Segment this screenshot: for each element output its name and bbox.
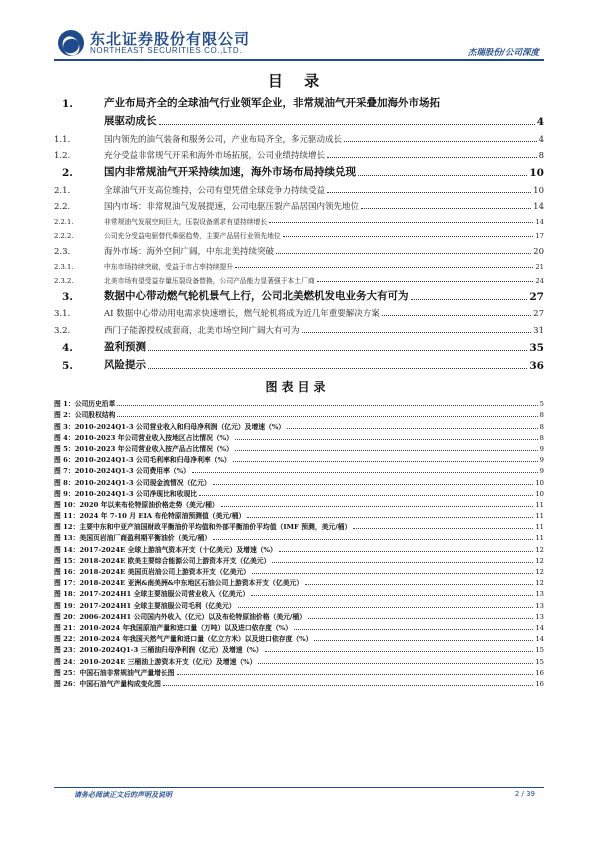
toc-entry[interactable] — [54, 285, 544, 303]
toc-leader-dots — [361, 208, 531, 209]
figure-leader-dots — [235, 439, 538, 440]
figure-leader-dots — [247, 517, 533, 518]
figure-entry-page: 12 — [535, 556, 544, 565]
figure-leader-dots — [213, 539, 533, 540]
figure-list-title: 图表目录 — [265, 380, 330, 394]
figure-entry[interactable] — [54, 598, 544, 609]
figure-entry-page: 11 — [535, 512, 544, 521]
figure-entry-label: 图 18：2017-2024H1 全球主要油服公司营业收入（亿美元） — [54, 590, 250, 599]
figure-entry[interactable] — [54, 677, 544, 688]
figure-entry-page: 13 — [535, 590, 544, 599]
toc-entry-page: 31 — [533, 325, 544, 336]
figure-entry-label: 图 9：2010-2024Q1-3 公司净现比和收现比 — [54, 489, 198, 498]
company-name-en: NORTHEAST SECURITIES CO.,LTD. — [90, 46, 243, 55]
toc-entry-number: 2.3. — [54, 246, 71, 257]
figure-entry[interactable] — [54, 453, 544, 464]
toc-entry-number: 2.3.1. — [54, 262, 74, 271]
toc-entry-page: 4 — [536, 116, 544, 128]
toc-entry-text: 风险提示 — [104, 358, 146, 371]
table-of-contents — [54, 92, 544, 372]
toc-entry[interactable] — [54, 336, 544, 354]
figure-entry-page: 16 — [535, 668, 544, 677]
toc-entry-text: 充分受益非常规气开采和海外市场拓展，公司业绩持续增长 — [104, 151, 326, 161]
toc-entry-number: 4. — [62, 341, 73, 354]
figure-entry[interactable] — [54, 487, 544, 498]
figure-entry-page: 9 — [539, 467, 544, 476]
toc-entry[interactable] — [54, 271, 544, 285]
figure-leader-dots — [314, 640, 533, 641]
figure-entry[interactable] — [54, 576, 544, 587]
figure-entry-page: 13 — [535, 612, 544, 621]
figure-entry-page: 5 — [539, 400, 544, 409]
figure-entry-page: 16 — [535, 679, 544, 688]
figure-leader-dots — [238, 607, 534, 608]
figure-entry-label: 图 7：2010-2024Q1-3 公司费用率（%） — [54, 467, 190, 476]
toc-entry-number: 2.3.2. — [54, 276, 74, 285]
toc-entry-page: 27 — [529, 290, 544, 303]
toc-entry-page: 20 — [533, 246, 544, 257]
toc-leader-dots — [159, 124, 535, 125]
figure-entry[interactable] — [54, 621, 544, 632]
figure-leader-dots — [308, 618, 533, 619]
toc-entry-number: 5. — [62, 359, 73, 372]
figure-entry-page: 15 — [535, 657, 544, 666]
figure-entry-label: 图 25：中国石油非常规油气产量增长图 — [54, 668, 175, 677]
figure-leader-dots — [213, 484, 534, 485]
report-category: 杰瑞股份/公司深度 — [467, 48, 539, 58]
figure-leader-dots — [221, 506, 534, 507]
toc-entry-number: 2. — [62, 167, 73, 179]
toc-entry[interactable] — [54, 161, 544, 179]
toc-leader-dots — [382, 315, 531, 316]
toc-entry-page: 21 — [535, 262, 544, 271]
toc-entry-number: 1. — [62, 98, 73, 110]
toc-entry-text: 展驱动成长 — [104, 115, 157, 127]
toc-entry-text: 国内领先的油气装备和服务公司，产业布局齐全，多元驱动成长 — [104, 134, 343, 145]
figure-leader-dots — [265, 651, 534, 652]
figure-entry-label: 图 24：2010-2024E 三桶油上游资本开支（亿元）及增速（%） — [54, 657, 257, 666]
figure-entry-label: 图 23：2010-2024Q1-3 三桶油归母净利润（亿元）及增速（%） — [54, 646, 263, 655]
toc-leader-dots — [283, 236, 534, 237]
figure-entry-label: 图 1：公司历史沿革 — [54, 400, 116, 409]
figure-entry-page: 8 — [539, 433, 544, 442]
figure-entry[interactable] — [54, 542, 544, 553]
toc-entry-text: 全球油气开支高位维持，公司有望凭借全球竞争力持续受益 — [104, 185, 326, 196]
page-number: 2 / 39 — [514, 790, 535, 798]
toc-leader-dots — [327, 157, 537, 158]
figure-leader-dots — [294, 629, 533, 630]
figure-entry-label: 图 6：2010-2024Q1-3 公司毛利率和归母净利率（%） — [54, 456, 231, 465]
figure-entry-label: 图 8：2010-2024Q1-3 公司现金流情况（亿元） — [54, 478, 211, 487]
toc-leader-dots — [148, 350, 527, 351]
toc-leader-dots — [302, 332, 532, 333]
toc-entry-page: 14 — [533, 202, 544, 212]
figure-entry-label: 图 11：2024 年 7-10 月 EIA 布伦特原油预测值（美元/桶） — [54, 512, 246, 521]
figure-entry[interactable] — [54, 509, 544, 520]
toc-entry-number: 3.1. — [54, 309, 71, 319]
figure-leader-dots — [287, 428, 538, 429]
figure-entry[interactable] — [54, 632, 544, 643]
figure-leader-dots — [252, 573, 533, 574]
figure-entry[interactable] — [54, 654, 544, 665]
figure-entry-label: 图 3：2010-2024Q1-3 公司营业收入和归母净利润（亿元）及增速（%） — [54, 422, 286, 431]
figure-entry-page: 14 — [535, 635, 544, 644]
figure-entry[interactable] — [54, 431, 544, 442]
toc-entry-text: 数据中心带动燃气轮机景气上行，公司北美燃机发电业务大有可为 — [104, 289, 409, 302]
figure-entry-label: 图 2：公司股权结构 — [54, 411, 116, 420]
figure-entry-page: 12 — [535, 545, 544, 554]
toc-entry[interactable] — [54, 240, 544, 257]
toc-entry[interactable] — [54, 92, 544, 128]
toc-entry-page: 4 — [538, 134, 544, 145]
toc-entry-page: 17 — [535, 232, 544, 240]
toc-entry-text: 国内非常规油气开采持续加速，海外市场布局持续兑现 — [104, 166, 356, 178]
figure-entry-page: 8 — [539, 422, 544, 431]
figure-leader-dots — [258, 663, 533, 664]
toc-entry-page: 14 — [535, 218, 544, 226]
figure-leader-dots — [251, 595, 533, 596]
toc-entry-page: 8 — [538, 151, 544, 161]
footer-divider — [54, 787, 544, 788]
toc-entry-text: 中东市场持续突破，受益于市占率持续提升 — [104, 262, 234, 271]
toc-entry-text: 非常规油气发展空间巨大，压裂设备需求有望持续增长 — [104, 218, 268, 226]
toc-entry[interactable] — [54, 196, 544, 213]
figure-leader-dots — [233, 461, 538, 462]
toc-leader-dots — [269, 222, 533, 223]
company-name-cn: 东北证券股份有限公司 — [90, 30, 251, 48]
toc-entry-page: 35 — [529, 341, 544, 354]
toc-entry-page: 10 — [529, 167, 544, 179]
figure-entry[interactable] — [54, 408, 544, 419]
figure-leader-dots — [117, 405, 537, 406]
figure-entry-label: 图 16：2018-2024E 美国页岩油公司上游资本开支（亿美元） — [54, 568, 250, 576]
toc-entry[interactable] — [54, 128, 544, 145]
figure-leader-dots — [117, 416, 537, 417]
toc-entry[interactable] — [54, 145, 544, 162]
company-logo-icon — [58, 30, 84, 56]
figure-leader-dots — [177, 674, 534, 675]
figure-leader-dots — [235, 450, 538, 451]
figure-entry-label: 图 5：2010-2023 年公司营业收入按产品占比情况（%） — [54, 444, 233, 453]
figure-entry-page: 15 — [535, 646, 544, 655]
toc-entry-text: 国内市场：非常规油气发展提速，公司电驱压裂产品居国内领先地位 — [104, 202, 360, 212]
page-header — [0, 0, 595, 60]
figure-leader-dots — [272, 562, 533, 563]
toc-entry-page: 10 — [533, 185, 544, 196]
figure-entry-page: 11 — [535, 534, 544, 543]
toc-entry[interactable] — [54, 319, 544, 336]
figure-entry-page: 12 — [535, 568, 544, 576]
figure-entry[interactable] — [54, 554, 544, 565]
toc-leader-dots — [148, 368, 527, 369]
figure-entry-label: 图 17：2018-2024E 亚洲&南美洲&中东地区石油公司上游资本开支（亿美元） — [54, 579, 304, 588]
figure-entry-label: 图 14：2017-2024E 全球上游油气资本开支（十亿美元）及增速（%） — [54, 545, 277, 554]
figure-entry-label: 图 15：2018-2024E 欧美主要综合能源公司上游资本开支（亿美元） — [54, 556, 271, 565]
toc-leader-dots — [235, 267, 533, 268]
toc-entry[interactable] — [54, 212, 544, 226]
toc-entry-number: 3.2. — [54, 325, 71, 336]
toc-entry-page: 27 — [533, 309, 544, 319]
toc-leader-dots — [358, 175, 527, 176]
toc-entry-number: 3. — [62, 290, 73, 303]
toc-entry[interactable] — [54, 179, 544, 196]
toc-leader-dots — [411, 299, 528, 300]
figure-entry-page: 11 — [535, 523, 544, 532]
toc-entry-text: AI 数据中心带动用电需求快速增长，燃气轮机将成为近几年重要解决方案 — [104, 309, 380, 319]
toc-entry-text: 海外市场：海外空间广阔，中东北美持续突破 — [104, 246, 275, 257]
figure-entry[interactable] — [54, 498, 544, 509]
figure-entry[interactable] — [54, 666, 544, 677]
figure-entry-label: 图 21：2010-2024 年我国原油产量和进口量（万吨）以及进口依存度（%） — [54, 623, 293, 632]
toc-leader-dots — [317, 281, 534, 282]
toc-entry[interactable] — [54, 226, 544, 240]
header-divider — [54, 59, 544, 61]
figure-entry[interactable] — [54, 587, 544, 598]
figure-leader-dots — [305, 584, 533, 585]
figure-entry-label: 图 26：中国石油气产量构成变化图 — [54, 679, 161, 688]
figure-entry[interactable] — [54, 419, 544, 430]
toc-entry[interactable] — [54, 354, 544, 372]
figure-entry-page: 12 — [535, 579, 544, 588]
figure-leader-dots — [199, 495, 533, 496]
footer-disclaimer: 请务必阅读正文后的声明及说明 — [74, 791, 172, 799]
figure-entry-page: 9 — [539, 444, 544, 453]
figure-entry-page: 9 — [539, 456, 544, 465]
figure-entry[interactable] — [54, 397, 544, 408]
figure-entry[interactable] — [54, 464, 544, 475]
toc-entry-number: 2.1. — [54, 185, 71, 196]
figure-entry-page: 10 — [535, 489, 544, 498]
figure-entry[interactable] — [54, 442, 544, 453]
figure-entry-label: 图 22：2010-2024 年我国天然气产量和进口量（亿立方米）以及进口依存度（%） — [54, 635, 313, 644]
figure-entry-label: 图 20：2006-2024H1 公司国内外收入（亿元）以及布伦特原油价格（美元/桶） — [54, 612, 306, 621]
figure-entry-label: 图 4：2010-2023 年公司营业收入按地区占比情况（%） — [54, 433, 233, 442]
figure-entry-label: 图 12：主要中东和中亚产油国财政平衡油价平均值和外部平衡油价平均值（IMF 预测，美元/桶） — [54, 523, 352, 532]
figure-leader-dots — [163, 685, 533, 686]
figure-entry-label: 图 13：美国页岩油厂商盈利期平衡油价（美元/桶） — [54, 534, 212, 543]
figure-entry-page: 13 — [535, 601, 544, 610]
toc-entry-number: 2.2. — [54, 202, 71, 212]
toc-entry-number: 2.2.1. — [54, 218, 74, 226]
figure-entry-page: 10 — [535, 478, 544, 487]
toc-entry[interactable] — [54, 303, 544, 320]
toc-entry-text: 盈利预测 — [104, 340, 146, 353]
toc-entry-number: 2.2.2. — [54, 232, 74, 240]
toc-leader-dots — [276, 253, 531, 254]
toc-title: 目 录 — [267, 72, 328, 90]
figure-entry-page: 11 — [535, 500, 544, 509]
figure-entry[interactable] — [54, 531, 544, 542]
toc-entry-text: 北美市场有望受益存量压裂设备替换，公司产品能力显著强于本土厂商 — [104, 276, 315, 285]
toc-entry-text: 西门子能源授权成套商，北美市场空间广阔大有可为 — [104, 325, 300, 336]
figure-entry[interactable] — [54, 520, 544, 531]
figure-entry-page: 14 — [535, 623, 544, 632]
figure-entry-label: 图 10：2020 年以来布伦特原油价格走势（美元/桶） — [54, 500, 219, 509]
toc-entry-text: 产业布局齐全的全球油气行业领军企业，非常规油气开采叠加海外市场拓 — [104, 97, 440, 109]
figure-entry[interactable] — [54, 643, 544, 654]
figure-leader-dots — [279, 551, 534, 552]
figure-entry[interactable] — [54, 475, 544, 486]
toc-entry-page: 24 — [535, 276, 544, 285]
figure-entry[interactable] — [54, 610, 544, 621]
figure-entry[interactable] — [54, 565, 544, 576]
toc-leader-dots — [344, 141, 537, 142]
figure-leader-dots — [353, 528, 533, 529]
toc-entry-number: 1.1. — [54, 134, 71, 145]
figure-entry-label: 图 19：2017-2024H1 全球主要油服公司毛利（亿美元） — [54, 601, 236, 610]
toc-entry-page: 36 — [529, 359, 544, 372]
figure-entry-page: 8 — [539, 411, 544, 420]
toc-entry-text: 公司充分受益电驱替代柴驱趋势，主要产品居行业领先地位 — [104, 232, 281, 240]
toc-entry[interactable] — [54, 257, 544, 271]
toc-leader-dots — [327, 192, 531, 193]
list-of-figures — [54, 397, 544, 688]
figure-leader-dots — [192, 472, 538, 473]
toc-entry-number: 1.2. — [54, 151, 71, 161]
